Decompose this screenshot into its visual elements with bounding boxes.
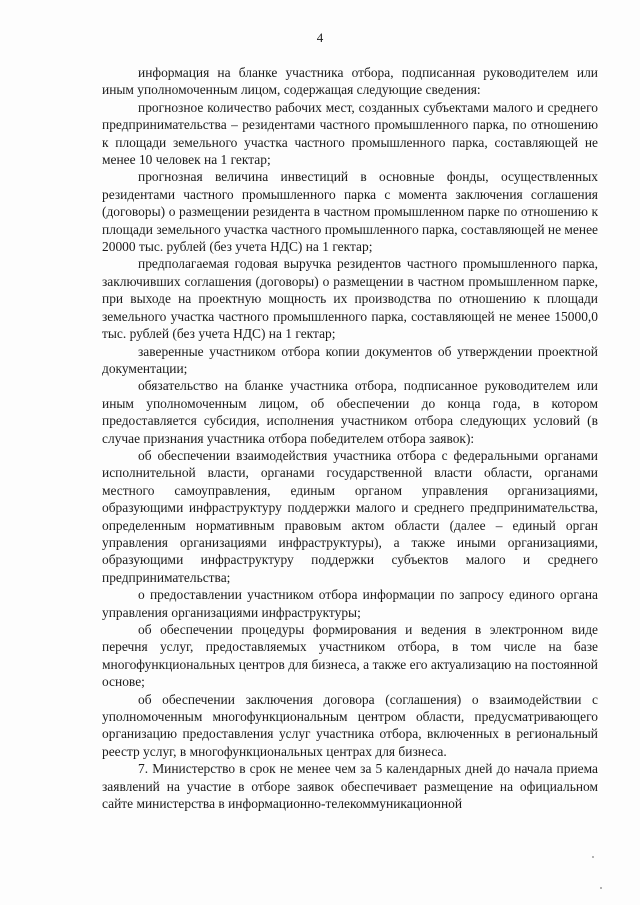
paragraph-info-on-letterhead: информация на бланке участника отбора, подписанная руководителем или иным уполномоченным лицом, содержащая следующие сведения: <box>102 65 598 98</box>
paragraph-information-provision: о предоставлении участником отбора информации по запросу единого органа управления организациями инфраструктуры; <box>102 587 598 620</box>
paragraph-interaction: об обеспечении взаимодействия участника отбора с федеральными органами исполнительной власти, органами государственной власти области, органами местного самоуправления, единым органом управления организациями, образующими инфраструктуру поддержки малого и среднего предпринимательства, определенным нормативным правовым актом области (далее – единый орган управления организациями инфраструктуры), а также иными организациями, образующими инфраструктуру поддержки субъектов малого и среднего предпринимательства; <box>102 447 598 585</box>
paragraph-mfc-agreement: об обеспечении заключения договора (соглашения) о взаимодействии с уполномоченным многофункциональным центром области, предусматривающего организацию предоставления услуг участника отбора, включенных в региональный реестр услуг, в многофункциональных центрах для бизнеса. <box>102 691 598 759</box>
scan-speck <box>600 887 602 889</box>
paragraph-item-7: 7. Министерство в срок не менее чем за 5 календарных дней до начала приема заявлений на участие в отборе заявок обеспечивает размещение на официальном сайте министерства в информационно-телекоммуникационной <box>102 761 598 812</box>
page-number: 4 <box>316 30 324 45</box>
paragraph-jobs-forecast: прогнозное количество рабочих мест, созданных субъектами малого и среднего предпринимательства – резидентами частного промышленного парка, по отношению к площади земельного участка частного промышленного парка, составляющей не менее 10 человек на 1 гектар; <box>102 99 598 168</box>
document-body <box>102 64 598 812</box>
paragraph-revenue-forecast: предполагаемая годовая выручка резидентов частного промышленного парка, заключивших соглашения (договоры) о размещении в частном промышленном парке, при выходе на проектную мощность их производства по отношению к площади земельного участка частного промышленного парка, составляющей не менее 15000,0 тыс. рублей (без учета НДС) на 1 гектар; <box>102 256 598 342</box>
paragraph-services-list: об обеспечении процедуры формирования и ведения в электронном виде перечня услуг, предоставляемых участником отбора, в том числе на базе многофункциональных центров для бизнеса, а также его актуализацию на постоянной основе; <box>102 622 598 690</box>
paragraph-project-docs: заверенные участником отбора копии документов об утверждении проектной документации; <box>102 343 598 376</box>
paragraph-obligation: обязательство на бланке участника отбора, подписанное руководителем или иным уполномоченным лицом, об обеспечении до конца года, в котором предоставляется субсидия, исполнения участником отбора следующих условий (в случае признания участника отбора победителем отбора заявок): <box>102 378 598 446</box>
paragraph-investment-forecast: прогнозная величина инвестиций в основные фонды, осуществленных резидентами частного промышленного парка с момента заключения соглашения (договоры) о размещении резидента в частном промышленном парке по отношению к площади земельного участка частного промышленного парка, составляющей не менее 20000 тыс. рублей (без учета НДС) на 1 гектар; <box>102 169 598 255</box>
scan-speck <box>592 856 594 858</box>
